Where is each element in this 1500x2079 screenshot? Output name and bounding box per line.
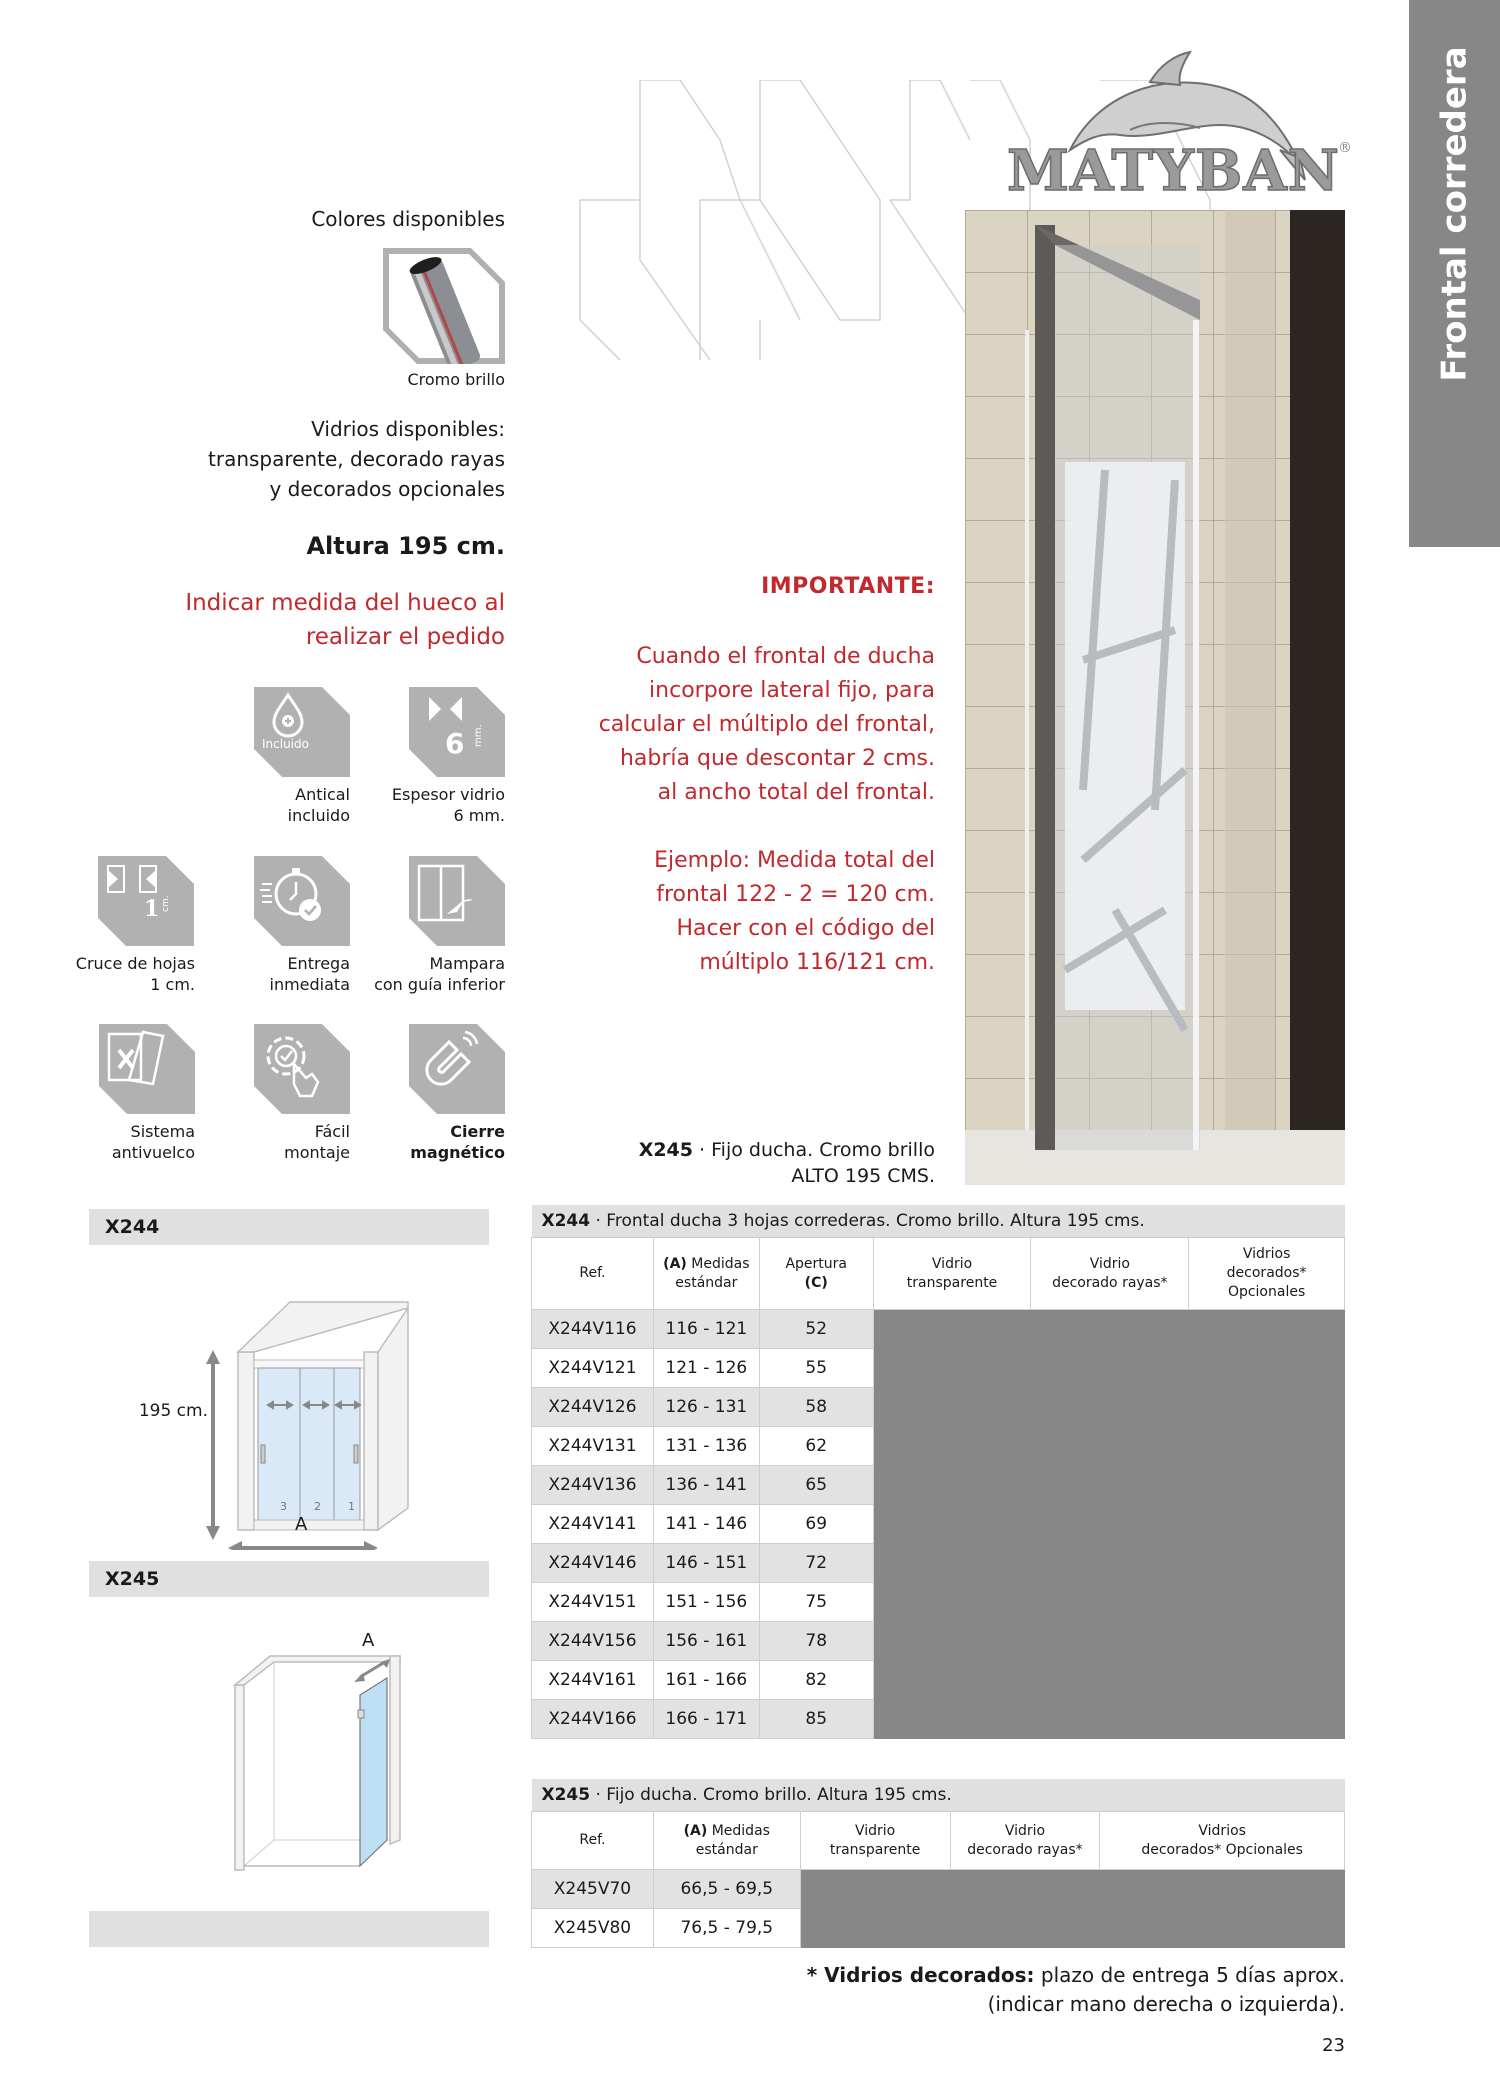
price-table-x244 xyxy=(531,1205,1345,1739)
cell-medidas: 66,5 - 69,5 xyxy=(653,1870,800,1909)
available-glass-text xyxy=(140,414,505,504)
cell-medidas: 126 - 131 xyxy=(653,1388,759,1427)
cell-medidas: 151 - 156 xyxy=(653,1583,759,1622)
important-body xyxy=(560,640,935,810)
example-line: Ejemplo: Medida total del xyxy=(654,848,935,873)
footnote-bold: * Vidrios decorados: xyxy=(806,1963,1035,1987)
stopwatch-check-icon xyxy=(254,856,350,946)
table-row xyxy=(532,1870,1345,1909)
diagram-width-label: A xyxy=(362,1630,375,1651)
page-number: 23 xyxy=(1322,2035,1345,2056)
feature-label-line: 1 cm. xyxy=(150,975,195,994)
cell-apertura: 82 xyxy=(759,1661,873,1700)
cell-medidas: 121 - 126 xyxy=(653,1349,759,1388)
feature-label-line: con guía inferior xyxy=(374,975,505,994)
anti-limescale-drop-icon xyxy=(254,687,350,777)
svg-text:6: 6 xyxy=(445,727,465,760)
cell-ref: X244V161 xyxy=(532,1661,654,1700)
cell-medidas: 131 - 136 xyxy=(653,1427,759,1466)
cell-ref: X244V131 xyxy=(532,1427,654,1466)
table-row xyxy=(532,1310,1345,1349)
cell-ref: X244V141 xyxy=(532,1505,654,1544)
feature-label-line: 6 mm. xyxy=(453,806,505,825)
cell-ref: X244V151 xyxy=(532,1583,654,1622)
feature-label-line: Fácil xyxy=(314,1122,350,1141)
important-line: habría que descontar 2 cms. xyxy=(619,746,935,771)
caption-line2: ALTO 195 CMS. xyxy=(791,1165,935,1187)
feature-label-line: incluido xyxy=(287,806,350,825)
panel-number: 3 xyxy=(280,1500,287,1513)
order-note xyxy=(120,586,505,654)
cell-medidas: 166 - 171 xyxy=(653,1700,759,1739)
important-line: al ancho total del frontal. xyxy=(657,780,935,805)
svg-text:mm.: mm. xyxy=(473,724,484,747)
important-line: calcular el múltiplo del frontal, xyxy=(598,712,935,737)
product-photo xyxy=(965,210,1345,1185)
swatch-label: Cromo brillo xyxy=(407,370,505,389)
cell-apertura: 55 xyxy=(759,1349,873,1388)
table-title xyxy=(532,1205,1345,1238)
colors-title: Colores disponibles xyxy=(311,207,505,231)
important-example xyxy=(560,844,935,980)
important-title: IMPORTANTE: xyxy=(761,574,935,599)
col-header-rayas: Vidrio decorado rayas* xyxy=(1031,1238,1189,1310)
chrome-finish-swatch xyxy=(383,248,505,364)
width-arrow-icon xyxy=(228,1541,242,1550)
cell-ref: X245V80 xyxy=(532,1909,654,1948)
col-header-apertura: Apertura (C) xyxy=(759,1238,873,1310)
cell-apertura: 72 xyxy=(759,1544,873,1583)
feature-label-line: Cierre xyxy=(450,1122,505,1141)
col-header-transparente: Vidrio transparente xyxy=(873,1238,1031,1310)
diagram-code: X245 xyxy=(105,1568,160,1590)
cell-medidas: 141 - 146 xyxy=(653,1505,759,1544)
col-header-ref: Ref. xyxy=(532,1812,654,1870)
feature-label xyxy=(325,1121,505,1163)
footnote xyxy=(700,1961,1345,2019)
diagram-code: X244 xyxy=(105,1216,160,1238)
price-table-x245 xyxy=(531,1779,1345,1948)
bottom-guide-icon xyxy=(409,856,505,946)
diagram-width-label: A xyxy=(295,1514,308,1535)
section-side-tab-label xyxy=(1409,0,1500,547)
example-line: múltiplo 116/121 cm. xyxy=(699,950,935,975)
table-title-text: · Fijo ducha. Cromo brillo. Altura 195 cms. xyxy=(590,1785,952,1805)
order-note-line: realizar el pedido xyxy=(305,624,505,650)
order-note-line: Indicar medida del hueco al xyxy=(185,590,505,616)
col-header-opcionales: Vidrios decorados* Opcionales xyxy=(1189,1238,1345,1310)
registered-mark: ® xyxy=(1338,140,1352,156)
table-code: X245 xyxy=(541,1785,591,1805)
cell-apertura: 65 xyxy=(759,1466,873,1505)
anti-tip-icon xyxy=(99,1024,195,1114)
photo-caption xyxy=(560,1137,935,1189)
col-header-opcionales: Vidrios decorados* Opcionales xyxy=(1100,1812,1345,1870)
col-header-rayas: Vidrio decorado rayas* xyxy=(950,1812,1100,1870)
important-line: incorpore lateral fijo, para xyxy=(649,678,935,703)
magnet-icon xyxy=(409,1024,505,1114)
diagram-section-x244 xyxy=(89,1209,489,1245)
price-cells-empty xyxy=(800,1870,1344,1948)
cell-ref: X244V126 xyxy=(532,1388,654,1427)
glass-line: transparente, decorado rayas xyxy=(208,447,505,471)
footnote-line2: (indicar mano derecha o izquierda). xyxy=(987,1992,1345,2016)
feature-label xyxy=(325,953,505,995)
svg-text:cm.: cm. xyxy=(161,895,171,912)
cell-ref: X244V156 xyxy=(532,1622,654,1661)
feature-label-line: montaje xyxy=(284,1143,350,1162)
cell-ref: X244V116 xyxy=(532,1310,654,1349)
cell-apertura: 69 xyxy=(759,1505,873,1544)
height-arrow-icon xyxy=(206,1350,220,1364)
empty-section-bar xyxy=(89,1911,489,1947)
caption-text: · Fijo ducha. Cromo brillo xyxy=(693,1139,935,1161)
cell-apertura: 75 xyxy=(759,1583,873,1622)
cell-apertura: 62 xyxy=(759,1427,873,1466)
glass-line: Vidrios disponibles: xyxy=(311,417,505,441)
feature-label xyxy=(15,1121,195,1163)
feature-label-line: antivuelco xyxy=(111,1143,195,1162)
col-header-ref: Ref. xyxy=(532,1238,654,1310)
cell-ref: X244V166 xyxy=(532,1700,654,1739)
important-line: Cuando el frontal de ducha xyxy=(636,644,935,669)
table-code: X244 xyxy=(541,1211,591,1231)
table-title-text: · Frontal ducha 3 hojas correderas. Cromo brillo. Altura 195 cms. xyxy=(590,1211,1145,1231)
caption-code: X245 xyxy=(638,1139,693,1161)
feature-label xyxy=(170,953,350,995)
diagram-height-label: 195 cm. xyxy=(138,1401,208,1421)
cell-ref: X245V70 xyxy=(532,1870,654,1909)
cell-apertura: 52 xyxy=(759,1310,873,1349)
feature-label xyxy=(170,784,350,826)
col-header-transparente: Vidrio transparente xyxy=(800,1812,950,1870)
side-tab-text: Frontal corredera xyxy=(1434,45,1475,382)
price-cells-empty xyxy=(873,1310,1344,1739)
footnote-text: plazo de entrega 5 días aprox. xyxy=(1034,1963,1345,1987)
feature-label-line: Mampara xyxy=(429,954,505,973)
feature-label xyxy=(325,784,505,826)
diagram-section-x245 xyxy=(89,1561,489,1597)
cell-medidas: 76,5 - 79,5 xyxy=(653,1909,800,1948)
brand-wordmark: MATYBAN xyxy=(1007,138,1340,204)
col-header-medidas: (A) Medidas estándar xyxy=(653,1238,759,1310)
feature-label-line: Espesor vidrio xyxy=(391,785,505,804)
svg-text:1: 1 xyxy=(144,896,160,922)
feature-label xyxy=(15,953,195,995)
feature-label-line: Entrega xyxy=(287,954,350,973)
cell-apertura: 78 xyxy=(759,1622,873,1661)
cell-medidas: 116 - 121 xyxy=(653,1310,759,1349)
feature-label-line: Sistema xyxy=(130,1122,195,1141)
cell-medidas: 136 - 141 xyxy=(653,1466,759,1505)
easy-install-gear-icon xyxy=(254,1024,350,1114)
feature-label-line: Antical xyxy=(295,785,350,804)
example-line: frontal 122 - 2 = 120 cm. xyxy=(656,882,935,907)
feature-label-line: magnético xyxy=(410,1143,505,1162)
cell-apertura: 85 xyxy=(759,1700,873,1739)
feature-label-line: Cruce de hojas xyxy=(75,954,195,973)
col-header-medidas: (A) Medidas estándar xyxy=(653,1812,800,1870)
cell-apertura: 58 xyxy=(759,1388,873,1427)
cell-medidas: 161 - 166 xyxy=(653,1661,759,1700)
feature-label xyxy=(170,1121,350,1163)
icon-text: Incluido xyxy=(262,737,309,751)
glass-thickness-icon xyxy=(409,687,505,777)
height-note: Altura 195 cm. xyxy=(306,532,505,560)
example-line: Hacer con el código del xyxy=(676,916,935,941)
feature-label-line: inmediata xyxy=(269,975,350,994)
cell-ref: X244V136 xyxy=(532,1466,654,1505)
table-title xyxy=(532,1779,1345,1812)
cell-medidas: 146 - 151 xyxy=(653,1544,759,1583)
panel-overlap-icon xyxy=(98,856,194,946)
panel-number: 1 xyxy=(348,1500,355,1513)
x245-diagram xyxy=(230,1640,430,1900)
cell-medidas: 156 - 161 xyxy=(653,1622,759,1661)
cell-ref: X244V121 xyxy=(532,1349,654,1388)
cell-ref: X244V146 xyxy=(532,1544,654,1583)
glass-line: y decorados opcionales xyxy=(269,477,505,501)
panel-number: 2 xyxy=(314,1500,321,1513)
